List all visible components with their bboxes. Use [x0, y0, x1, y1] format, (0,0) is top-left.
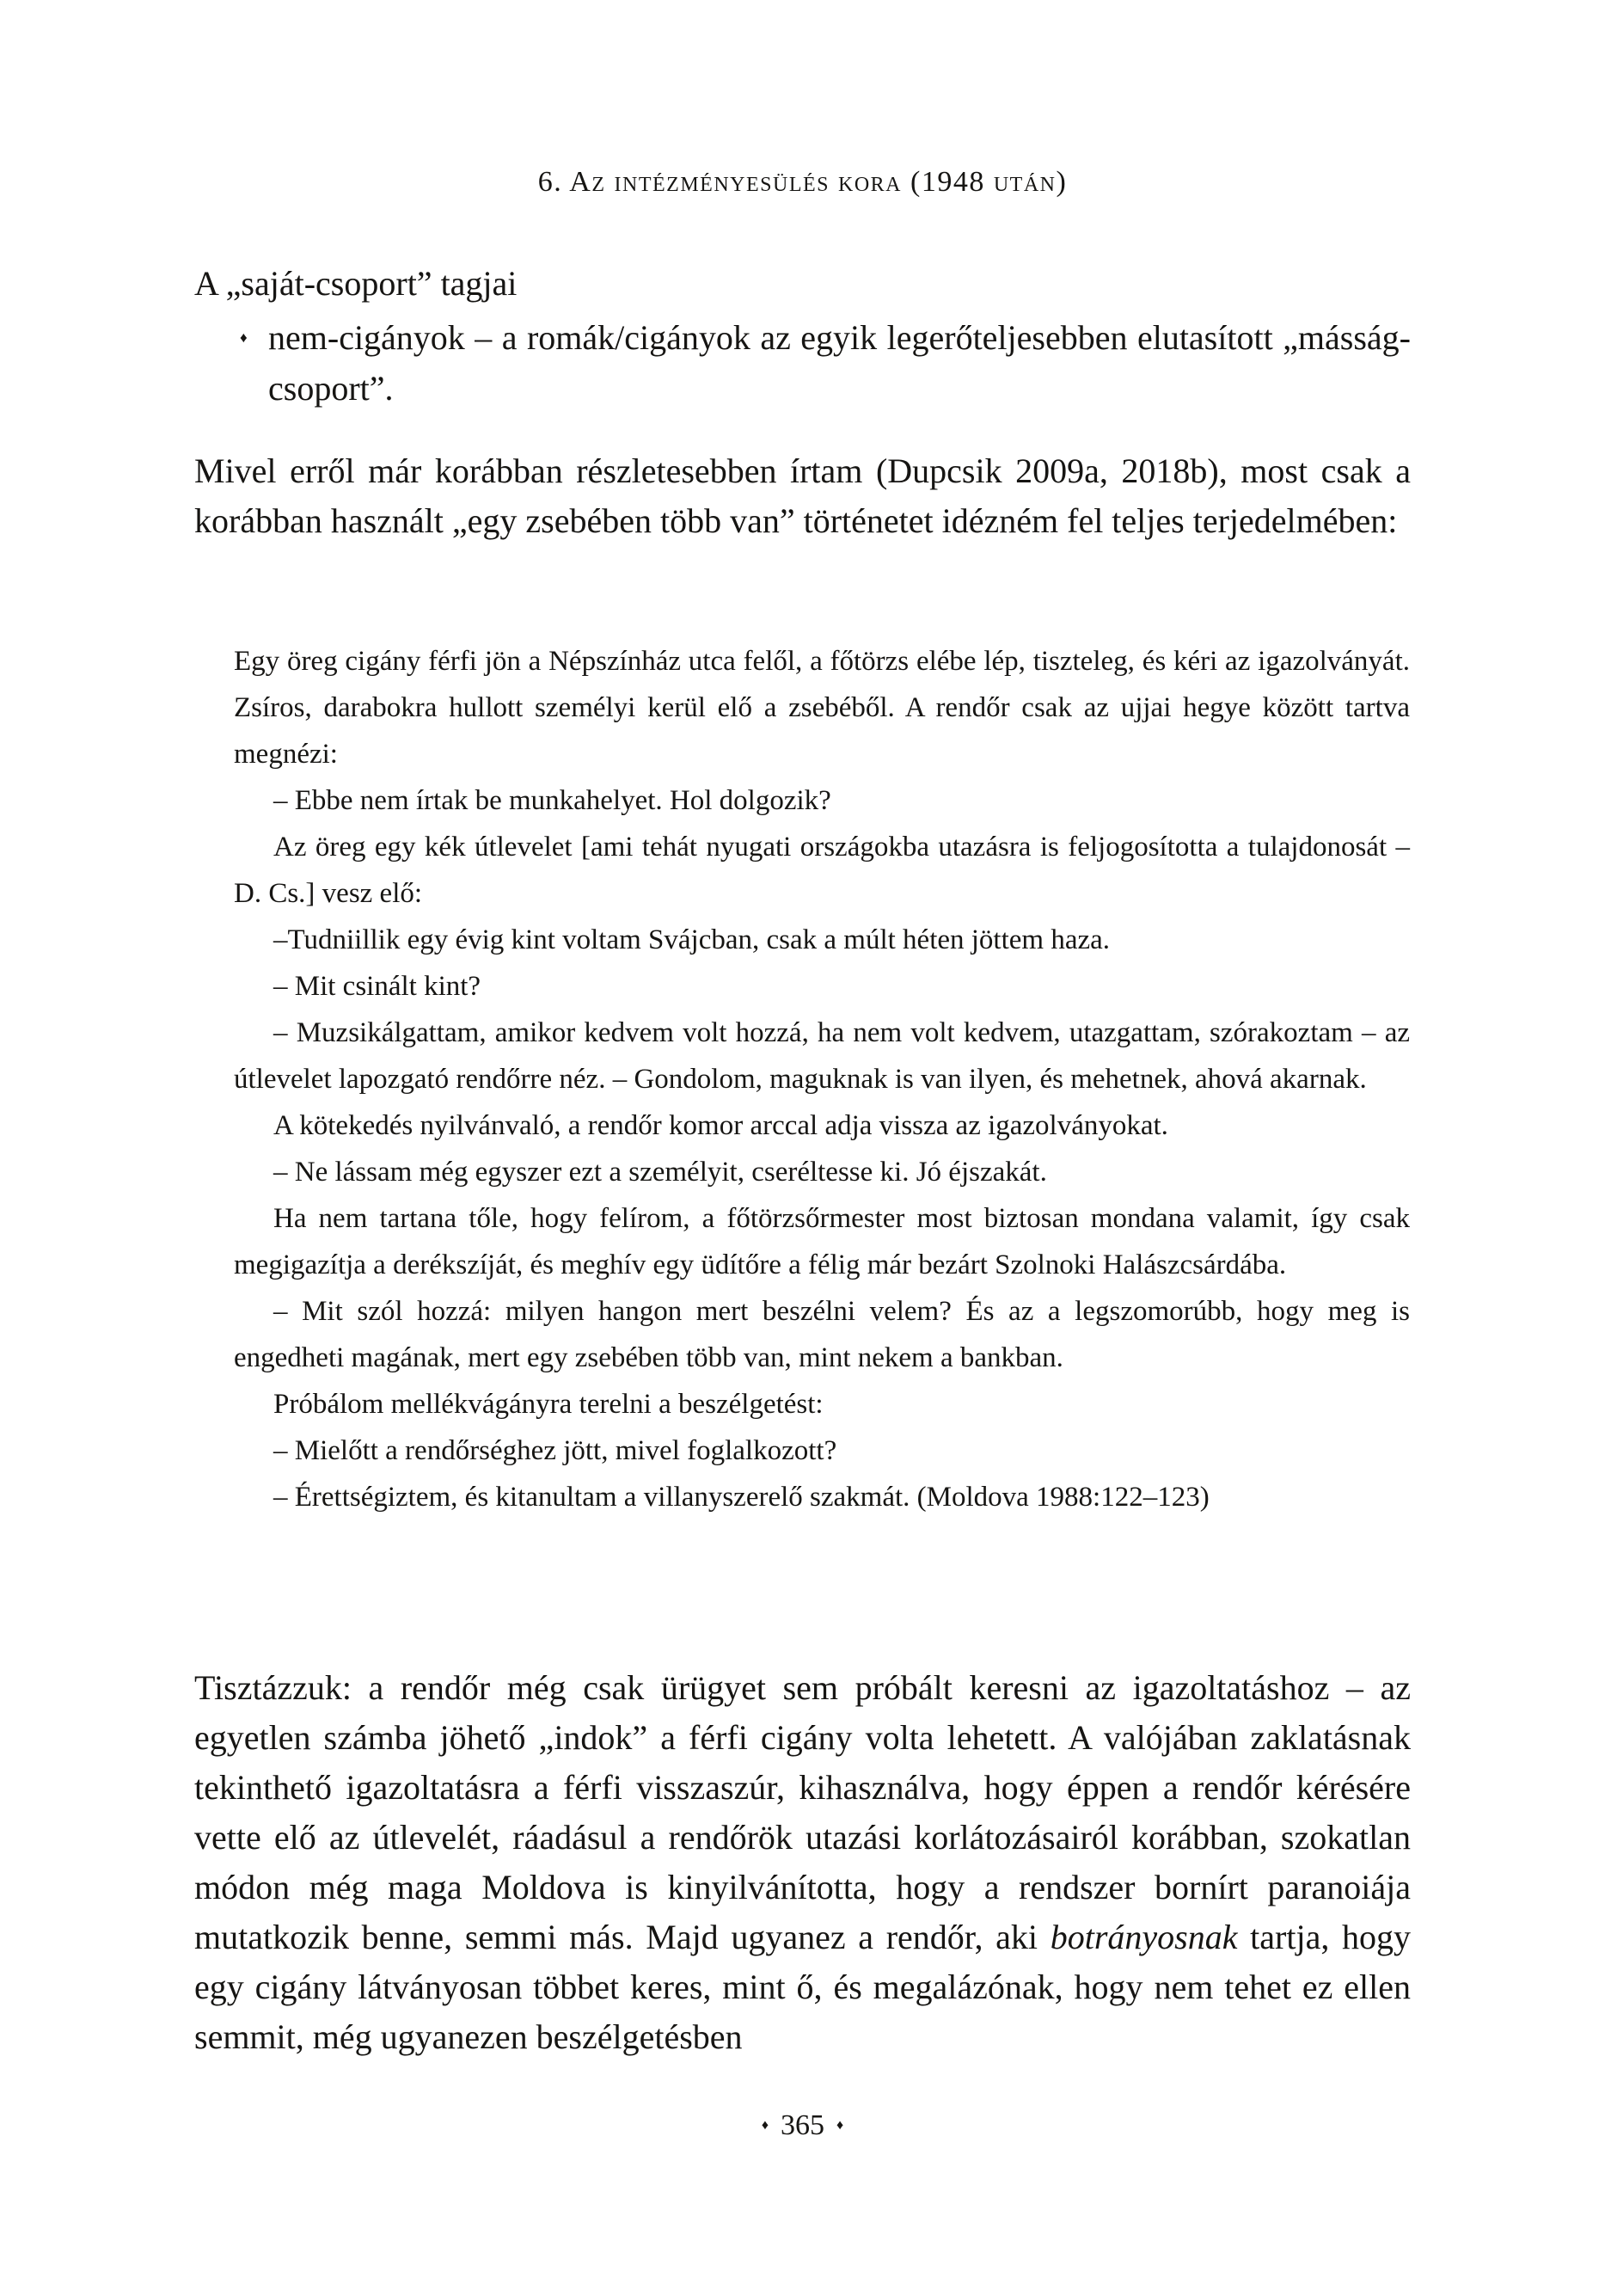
diamond-icon: ♦ — [836, 2118, 844, 2133]
closing-text-before: Tisztázzuk: a rendőr még csak ürügyet sem próbált keresni az igazoltatáshoz – az egyetlen számba jöhető „indok” a férfi cigány volta lehetett. A valójában zaklatásnak tekinthető igazoltatásra a férfi visszaszúr, kihasználva, hogy éppen a rendőr kérésére vette elő az útlevelét, ráadásul a rendőrök utazási korlátozásairól korábban, szokatlan módon még maga Moldova is kinyilvánította, hogy a rendszer bornírt paranoiája mutatkozik benne, semmi más. Majd ugyanez a rendőr, aki — [194, 1668, 1411, 1956]
quote-paragraph: – Ebbe nem írtak be munkahelyet. Hol dolgozik? — [273, 785, 831, 816]
intro-paragraph: Mivel erről már korábban részletesebben írtam (Dupcsik 2009a, 2018b), most csak a korábban használt „egy zsebében több van” történetet idézném fel teljes terjedelmében: — [194, 451, 1411, 540]
own-group-section — [194, 258, 1411, 414]
quote-paragraph: – Érettségiztem, és kitanultam a villanyszerelő szakmát. (Moldova 1988:122–123) — [273, 1482, 1210, 1513]
quote-paragraph: – Mit csinált kint? — [273, 971, 481, 1002]
page-footer — [194, 2107, 1411, 2145]
closing-text-after: tartja, hogy egy cigány látványosan többet keres, mint ő, és megalázónak, hogy nem tehet ez ellen semmit, még ugyanezen beszélgetésben — [194, 1918, 1411, 2056]
chapter-running-head: 6. Az intézményesülés kora (1948 után) — [537, 166, 1068, 198]
list-item — [194, 312, 1411, 414]
quote-paragraph: A kötekedés nyilvánvaló, a rendőr komor arccal adja vissza az igazolványokat. — [273, 1110, 1168, 1141]
quote-paragraph: – Muzsikálgattam, amikor kedvem volt hozzá, ha nem volt kedvem, utazgattam, szórakoztam – az útlevelet lapozgató rendőrre néz. – Gondolom, maguknak is van ilyen, és mehetnek, ahová akarnak. — [234, 1017, 1410, 1095]
quote-paragraph: Próbálom mellékvágányra terelni a beszélgetést: — [273, 1389, 824, 1420]
quote-paragraph: – Ne lássam még egyszer ezt a személyit, cseréltesse ki. Jó éjszakát. — [273, 1157, 1047, 1188]
quote-paragraph: – Mielőtt a rendőrséghez jött, mivel foglalkozott? — [273, 1435, 837, 1466]
block-quote — [234, 638, 1410, 1520]
section-lead: A „saját-csoport” tagjai — [194, 264, 518, 303]
bullet-diamond-icon: ♦ — [240, 329, 248, 346]
quote-paragraph: –Tudniillik egy évig kint voltam Svájcban, csak a múlt héten jöttem haza. — [273, 924, 1111, 955]
quote-paragraph: Egy öreg cigány férfi jön a Népszínház utca felől, a főtörzs elébe lép, tiszteleg, és kéri az igazolványát. Zsíros, darabokra hullott személyi kerül elő a zsebéből. A rendőr csak az ujjai hegye között tartva megnézi: — [234, 646, 1410, 770]
quote-paragraph: – Mit szól hozzá: milyen hangon mert beszélni velem? És az a legszomorúbb, hogy meg is engedheti magának, mert egy zsebében több van, mint nekem a bankban. — [234, 1296, 1410, 1373]
diamond-icon: ♦ — [761, 2118, 769, 2133]
quote-paragraph: Az öreg egy kék útlevelet [ami tehát nyugati országokba utazásra is feljogosította a tulajdonosát – D. Cs.] vesz elő: — [234, 832, 1410, 909]
italic-term: botrányosnak — [1050, 1918, 1238, 1956]
closing-paragraph — [194, 1663, 1411, 2062]
list-item-text: nem-cigányok – a romák/cigányok az egyik legerőteljesebben elutasított „másság-csoport”. — [268, 318, 1411, 408]
quote-paragraph: Ha nem tartana tőle, hogy felírom, a főtörzsőrmester most biztosan mondana valamit, így csak megigazítja a derékszíját, és meghív egy üdítőre a félig már bezárt Szolnoki Halászcsárdába. — [234, 1203, 1410, 1280]
page-number: 365 — [781, 2109, 824, 2141]
